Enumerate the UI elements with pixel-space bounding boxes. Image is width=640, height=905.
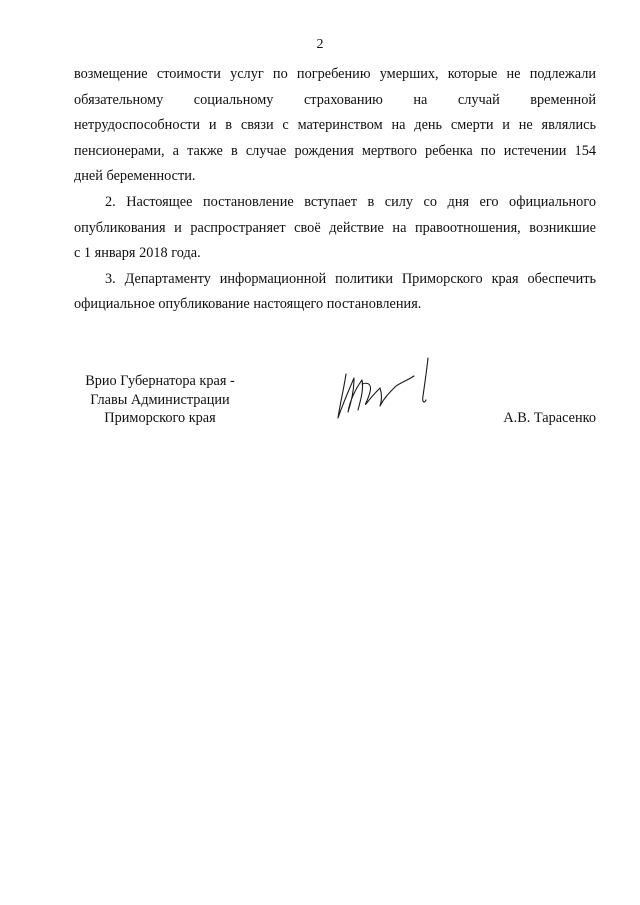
text-line: нетрудоспособности и в связи с материнством на день смерти и не являлись <box>74 117 596 134</box>
text-line: возмещение стоимости услуг по погребению умерших, которые не подлежали <box>74 66 596 82</box>
text-line: опубликования и распространяет своё действие на правоотношения, возникшие <box>74 219 596 236</box>
document-body <box>74 62 596 318</box>
handwritten-signature <box>332 354 436 424</box>
text-line: официальное опубликование настоящего постановления. <box>74 296 422 313</box>
signer-name: А.В. Тарасенко <box>503 410 596 426</box>
paragraph-3 <box>74 267 596 318</box>
text-line: 2. Настоящее постановление вступает в силу со дня его официального <box>105 193 596 210</box>
text-line: дней беременности. <box>74 168 196 185</box>
signer-position-line: Врио Губернатора края - <box>85 373 235 389</box>
paragraph-2 <box>74 190 596 267</box>
text-line: пенсионерами, а также в случае рождения мертвого ребенка по истечении 154 <box>74 142 596 159</box>
signer-position <box>74 372 246 428</box>
text-line: с 1 января 2018 года. <box>74 245 201 262</box>
paragraph-continuation <box>74 62 596 190</box>
page-number: 2 <box>316 37 324 52</box>
text-line: обязательному социальному страхованию на случай временной <box>74 91 596 108</box>
signer-position-line: Главы Администрации <box>90 391 230 408</box>
signer-position-line: Приморского края <box>104 410 216 426</box>
text-line: 3. Департаменту информационной политики Приморского края обеспечить <box>105 270 596 287</box>
